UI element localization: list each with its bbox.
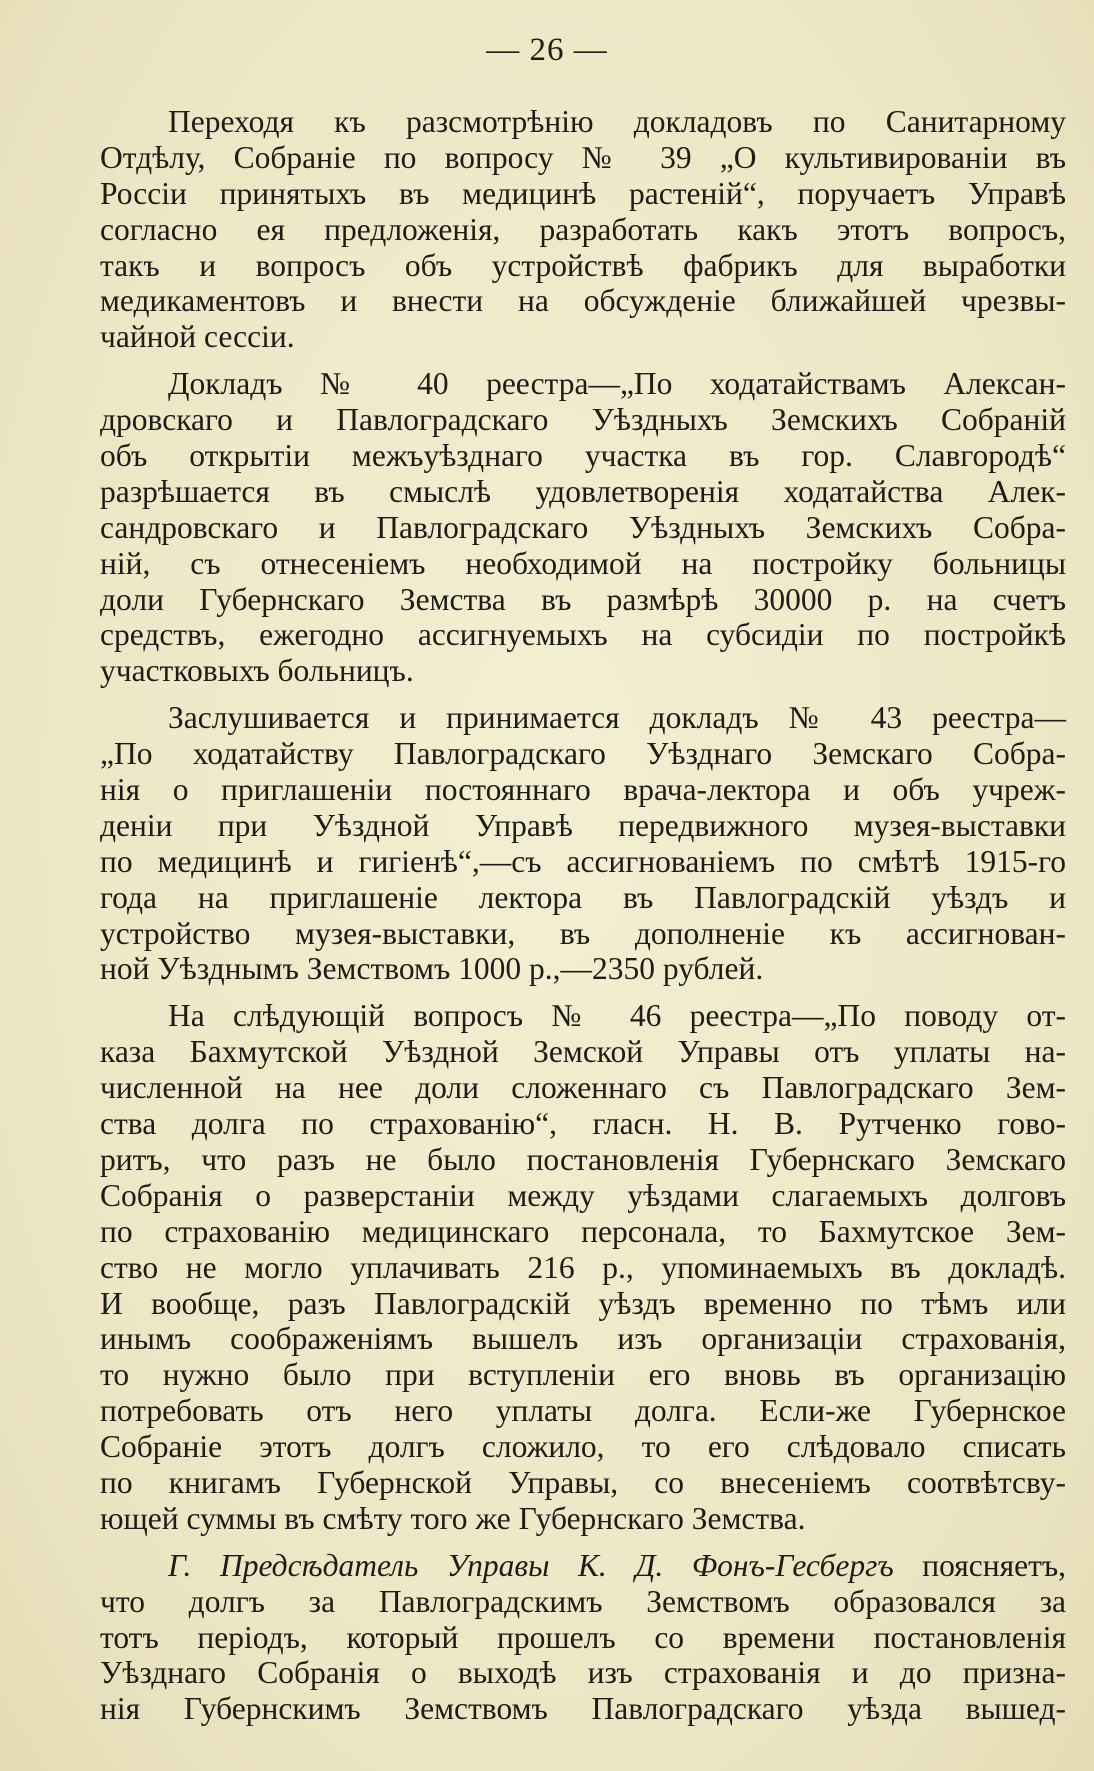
text-line: деніи при Уѣздной Управѣ передвижного музея-выставки [100, 807, 1066, 843]
text-line: по страхованію медицинскаго персонала, то Бахмутское Зем- [100, 1213, 1066, 1249]
text-line: численной на нее доли сложеннаго съ Павлоградскаго Зем- [100, 1070, 1066, 1106]
text-line: такъ и вопросъ объ устройствѣ фабрикъ для выработки [100, 247, 1066, 283]
text-line: Россіи принятыхъ въ медицинѣ растеній“, поручаетъ Управѣ [100, 175, 1066, 211]
paragraph-question-46 [100, 998, 1066, 1536]
text-line: года на приглашеніе лектора въ Павлоградскій уѣздъ и [100, 879, 1066, 915]
text-line: дровскаго и Павлоградскаго Уѣздныхъ Земскихъ Собраній [100, 402, 1066, 438]
text-line: Собранія о разверстаніи между уѣздами слагаемыхъ долговъ [100, 1177, 1066, 1213]
text-line: ритъ, что разъ не было постановленія Губернскаго Земскаго [100, 1141, 1066, 1177]
speaker-name: Г. Предсѣдатель Управы К. Д. Фонъ-Гесбергъ [168, 1547, 894, 1583]
text-line: Переходя къ разсмотрѣнію докладовъ по Санитарному [168, 104, 1066, 139]
text-line: Заслушивается и принимается докладъ № 43 реестра— [168, 700, 1066, 736]
page-number: — 26 — [486, 32, 608, 68]
text-line: тотъ періодъ, который прошелъ со времени постановленія [100, 1619, 1066, 1655]
main-text [100, 104, 1066, 1727]
text-line: нія о приглашеніи постояннаго врача-лектора и объ учреж- [100, 772, 1066, 808]
text-line: И вообще, разъ Павлоградскій уѣздъ временно по тѣмъ или [100, 1285, 1066, 1321]
text-line: нія Губернскимъ Земствомъ Павлоградскаго уѣзда вышед- [100, 1691, 1066, 1727]
text-line: сандровскаго и Павлоградскаго Уѣздныхъ Земскихъ Собра- [100, 509, 1066, 545]
text-line: разрѣшается въ смыслѣ удовлетворенія ходатайства Алек- [100, 473, 1066, 509]
text-line: ній, съ отнесеніемъ необходимой на постройку больницы [100, 545, 1066, 581]
text-line: медикаментовъ и внести на обсужденіе ближайшей чрезвы- [100, 283, 1066, 319]
text-line: средствъ, ежегодно ассигнуемыхъ на субсидіи по постройкѣ [100, 617, 1066, 653]
text-line: чайной сессіи. [100, 319, 295, 355]
text-line: объ открытіи межъуѣзднаго участка въ гор. Славгородѣ“ [100, 438, 1066, 474]
text-line: что долгъ за Павлоградскимъ Земствомъ образовался за [100, 1583, 1066, 1619]
paragraph-sanitary-section [100, 104, 1066, 355]
text-line: потребовать отъ него уплаты долга. Если-же Губернское [100, 1393, 1066, 1429]
text-line: На слѣдующій вопросъ № 46 реестра—„По поводу от- [168, 998, 1066, 1034]
text-line: ство не могло уплачивать 216 р., упоминаемыхъ въ докладѣ. [100, 1249, 1066, 1285]
text-line: Отдѣлу, Собраніе по вопросу № 39 „О культивированіи въ [100, 139, 1066, 175]
text-line: ства долга по страхованію“, гласн. Н. В. Рутченко гово- [100, 1106, 1066, 1142]
paragraph-chairman-explanation [100, 1548, 1066, 1727]
text-line: то нужно было при вступленіи его вновь въ организацію [100, 1357, 1066, 1393]
text-line: Докладъ № 40 реестра—„По ходатайствамъ Алексан- [168, 366, 1066, 402]
text-line: по книгамъ Губернской Управы, со внесеніемъ соотвѣтсву- [100, 1464, 1066, 1500]
text-line: „По ходатайству Павлоградскаго Уѣзднаго Земскаго Собра- [100, 736, 1066, 772]
paragraph-report-40 [100, 366, 1066, 689]
text-line: доли Губернскаго Земства въ размѣрѣ 30000 р. на счетъ [100, 581, 1066, 617]
text-line: ной Уѣзднымъ Земствомъ 1000 р.,—2350 рублей. [100, 951, 764, 987]
text-line: Уѣзднаго Собранія о выходѣ изъ страхованія и до призна- [100, 1655, 1066, 1691]
paragraph-report-43 [100, 700, 1066, 987]
text-line: согласно ея предложенія, разработать какъ этотъ вопросъ, [100, 211, 1066, 247]
text-line: инымъ соображеніямъ вышелъ изъ организаціи страхованія, [100, 1321, 1066, 1357]
text-line: ющей суммы въ смѣту того же Губернскаго Земства. [100, 1500, 806, 1536]
text-line: по медицинѣ и гигіенѣ“,—съ ассигнованіемъ по смѣтѣ 1915-го [100, 843, 1066, 879]
text-line: каза Бахмутской Уѣздной Земской Управы отъ уплаты на- [100, 1034, 1066, 1070]
text-line [100, 1548, 1066, 1584]
text-line: участковыхъ больницъ. [100, 653, 414, 689]
text-line: устройство музея-выставки, въ дополненіе къ ассигнован- [100, 915, 1066, 951]
text-line: Собраніе этотъ долгъ сложило, то его слѣдовало списать [100, 1429, 1066, 1465]
speaker-line-rest: поясняетъ, [893, 1547, 1067, 1583]
